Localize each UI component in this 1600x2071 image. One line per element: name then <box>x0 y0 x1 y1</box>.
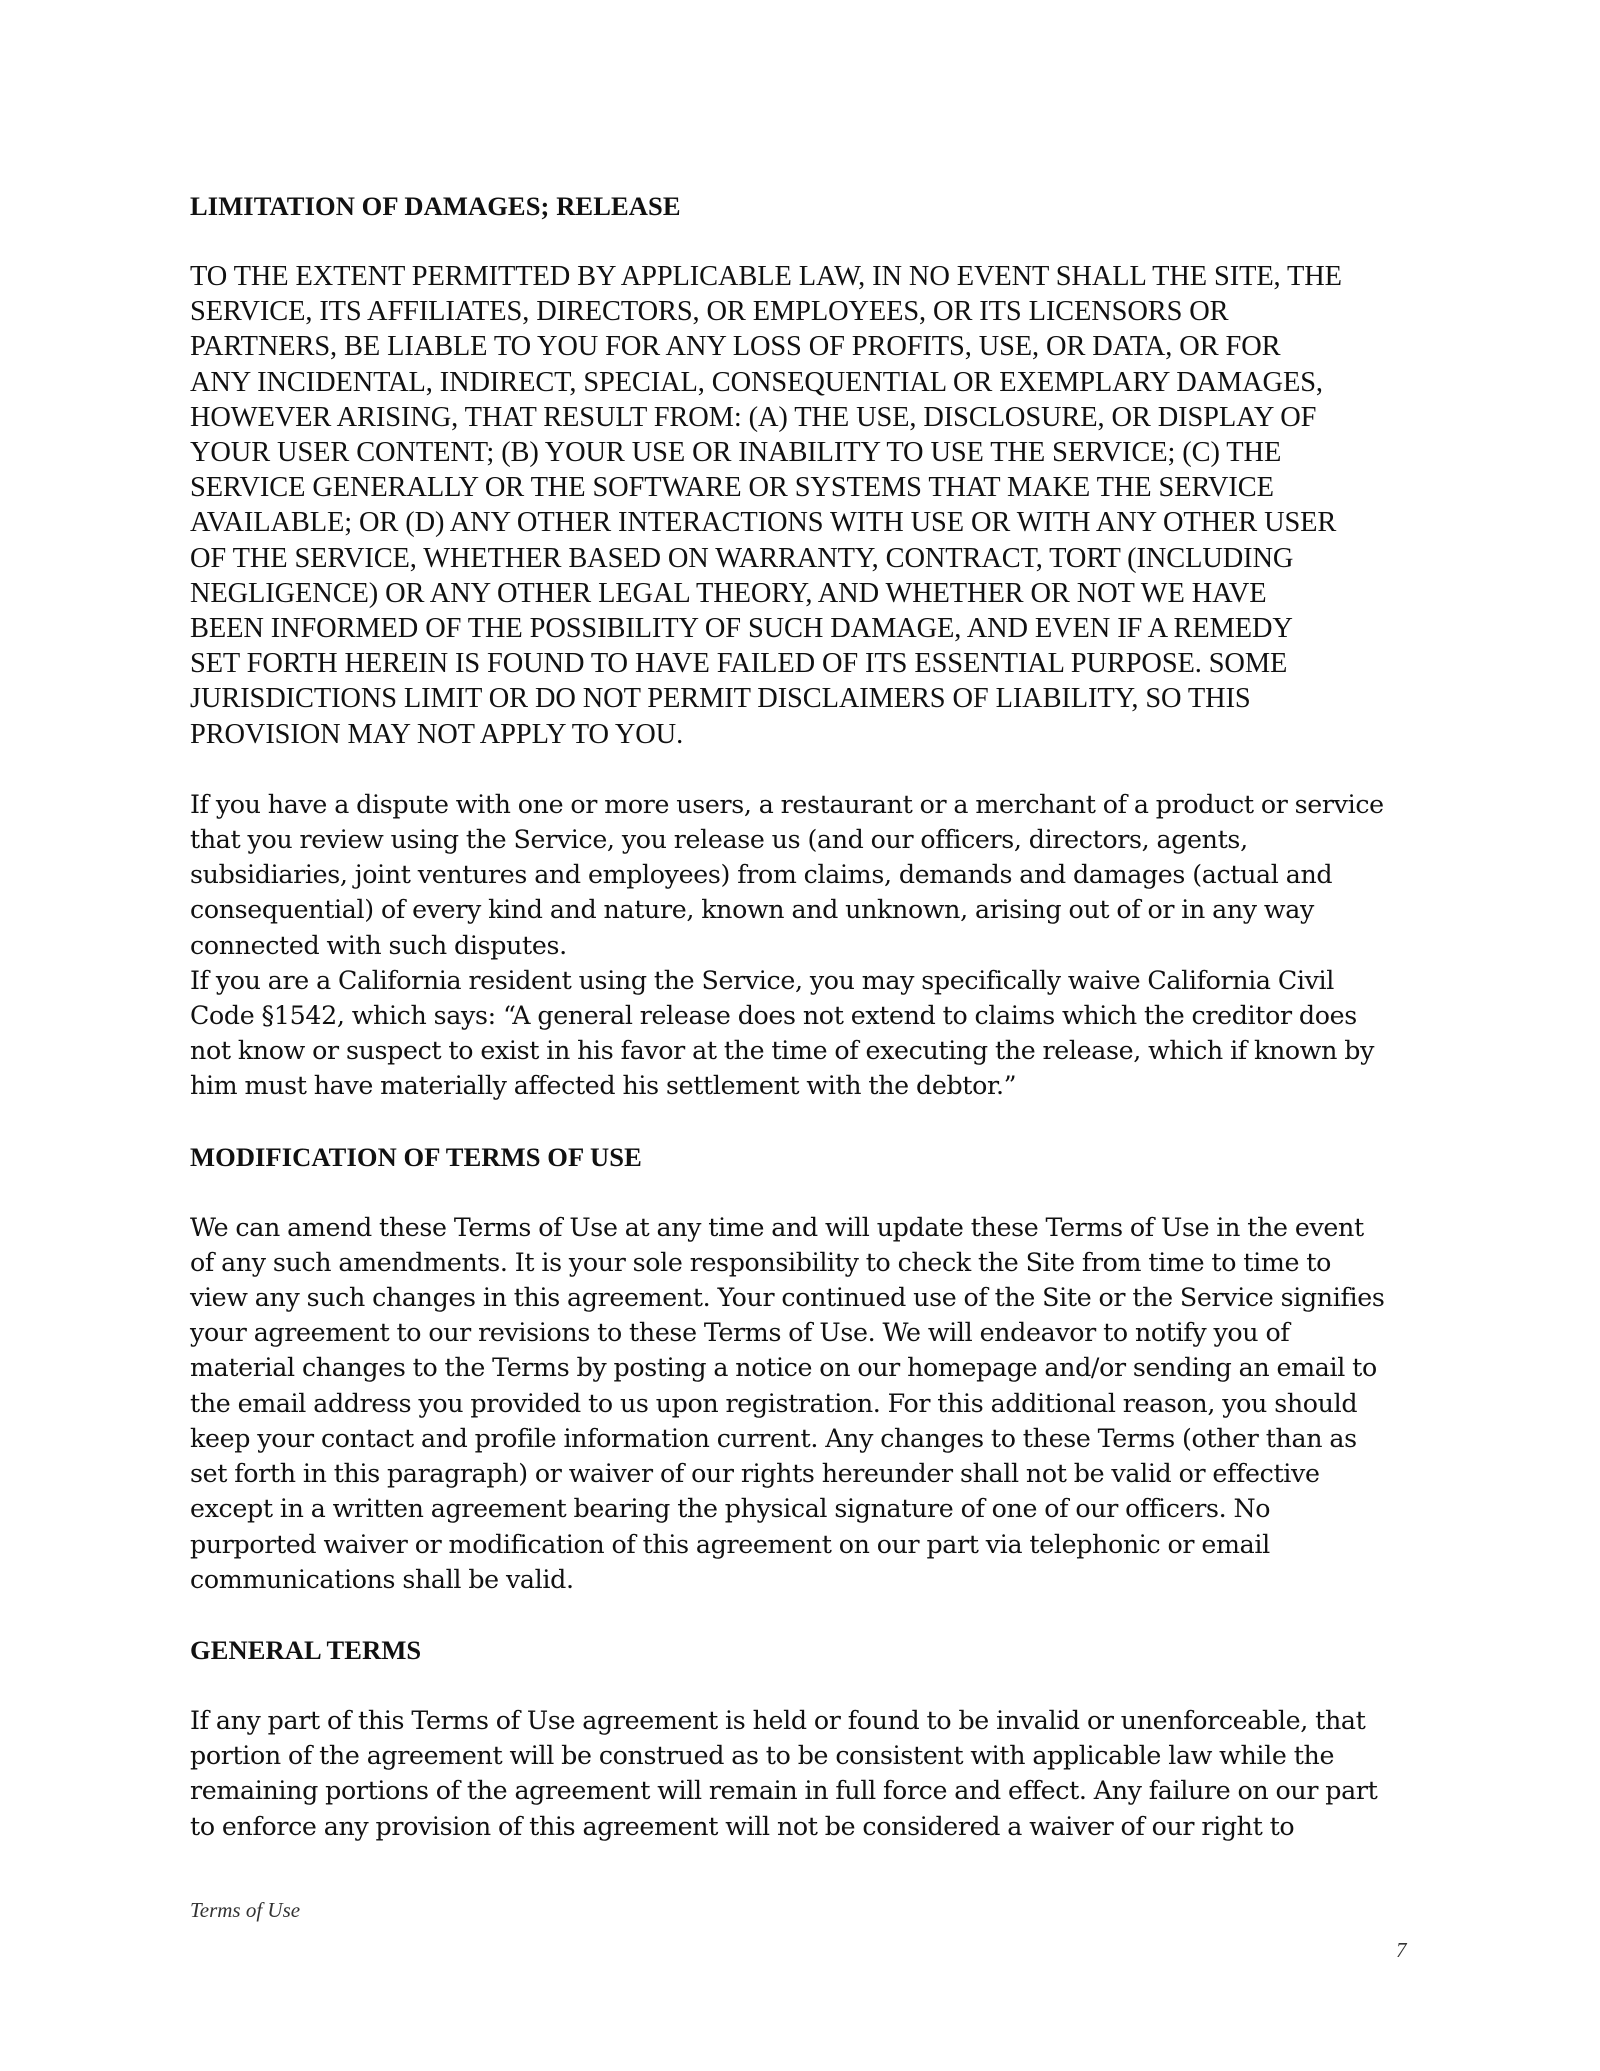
paragraph-line: PARTNERS, BE LIABLE TO YOU FOR ANY LOSS OF PROFITS, USE, OR DATA, OR FOR <box>190 331 1281 363</box>
section-heading-modification-of-terms: MODIFICATION OF TERMS OF USE <box>190 1141 642 1172</box>
release-paragraph <box>190 787 1422 963</box>
general-terms-paragraph <box>190 1703 1422 1844</box>
paragraph-line: that you review using the Service, you release us (and our officers, directors, agents, <box>190 825 1248 855</box>
limitation-caps-paragraph <box>190 259 1422 752</box>
page-number: 7 <box>1396 1938 1407 1962</box>
paragraph-line: AVAILABLE; OR (D) ANY OTHER INTERACTIONS WITH USE OR WITH ANY OTHER USER <box>190 507 1337 539</box>
paragraph-line: SERVICE GENERALLY OR THE SOFTWARE OR SYSTEMS THAT MAKE THE SERVICE <box>190 472 1274 504</box>
paragraph-line: NEGLIGENCE) OR ANY OTHER LEGAL THEORY, AND WHETHER OR NOT WE HAVE <box>190 577 1267 609</box>
paragraph-line: SET FORTH HEREIN IS FOUND TO HAVE FAILED OF ITS ESSENTIAL PURPOSE. SOME <box>190 648 1288 680</box>
paragraph-line: BEEN INFORMED OF THE POSSIBILITY OF SUCH DAMAGE, AND EVEN IF A REMEDY <box>190 613 1293 645</box>
paragraph-line: remaining portions of the agreement will remain in full force and effect. Any failure on our part <box>190 1776 1378 1806</box>
paragraph-line: subsidiaries, joint ventures and employees) from claims, demands and damages (actual and <box>190 860 1333 890</box>
paragraph-line: ANY INCIDENTAL, INDIRECT, SPECIAL, CONSEQUENTIAL OR EXEMPLARY DAMAGES, <box>190 366 1323 398</box>
paragraph-line: the email address you provided to us upon registration. For this additional reason, you should <box>190 1388 1358 1418</box>
paragraph-line: YOUR USER CONTENT; (B) YOUR USE OR INABILITY TO USE THE SERVICE; (C) THE <box>190 437 1282 469</box>
california-paragraph <box>190 963 1422 1104</box>
paragraph-line: to enforce any provision of this agreement will not be considered a waiver of our right to <box>190 1811 1295 1841</box>
section-heading-general-terms: GENERAL TERMS <box>190 1634 422 1665</box>
paragraph-line: OF THE SERVICE, WHETHER BASED ON WARRANTY, CONTRACT, TORT (INCLUDING <box>190 542 1294 574</box>
paragraph-line: consequential) of every kind and nature, known and unknown, arising out of or in any way <box>190 895 1314 925</box>
paragraph-line: of any such amendments. It is your sole responsibility to check the Site from time to time to <box>190 1247 1331 1277</box>
paragraph-line: view any such changes in this agreement. Your continued use of the Site or the Service signifies <box>190 1283 1385 1313</box>
paragraph-line: not know or suspect to exist in his favor at the time of executing the release, which if known by <box>190 1036 1375 1066</box>
document-page <box>190 188 1422 1844</box>
paragraph-line: set forth in this paragraph) or waiver of our rights hereunder shall not be valid or effective <box>190 1459 1320 1489</box>
paragraph-line: Code §1542, which says: “A general release does not extend to claims which the creditor does <box>190 1001 1357 1031</box>
paragraph-line: your agreement to our revisions to these Terms of Use. We will endeavor to notify you of <box>190 1318 1290 1348</box>
paragraph-line: TO THE EXTENT PERMITTED BY APPLICABLE LAW, IN NO EVENT SHALL THE SITE, THE <box>190 261 1342 292</box>
paragraph-line: purported waiver or modification of this agreement on our part via telephonic or email <box>190 1529 1270 1559</box>
paragraph-line: him must have materially affected his settlement with the debtor.” <box>190 1071 1017 1101</box>
paragraph-line: communications shall be valid. <box>190 1564 574 1594</box>
paragraph-line: connected with such disputes. <box>190 930 567 960</box>
paragraph-line: We can amend these Terms of Use at any time and will update these Terms of Use in the event <box>190 1212 1364 1242</box>
paragraph-line: material changes to the Terms by posting a notice on our homepage and/or sending an email to <box>190 1353 1377 1383</box>
paragraph-line: portion of the agreement will be construed as to be consistent with applicable law while the <box>190 1741 1335 1771</box>
footer-document-title: Terms of Use <box>190 1898 301 1922</box>
paragraph-line: JURISDICTIONS LIMIT OR DO NOT PERMIT DISCLAIMERS OF LIABILITY, SO THIS <box>190 683 1251 715</box>
paragraph-line: keep your contact and profile information current. Any changes to these Terms (other than as <box>190 1423 1357 1453</box>
paragraph-line: HOWEVER ARISING, THAT RESULT FROM: (A) THE USE, DISCLOSURE, OR DISPLAY OF <box>190 401 1317 433</box>
paragraph-line: If any part of this Terms of Use agreement is held or found to be invalid or unenforceable, that <box>190 1705 1366 1735</box>
paragraph-line: PROVISION MAY NOT APPLY TO YOU. <box>190 718 684 750</box>
paragraph-line: SERVICE, ITS AFFILIATES, DIRECTORS, OR EMPLOYEES, OR ITS LICENSORS OR <box>190 296 1229 328</box>
paragraph-line: If you have a dispute with one or more users, a restaurant or a merchant of a product or service <box>190 789 1384 819</box>
paragraph-line: If you are a California resident using the Service, you may specifically waive California Civil <box>190 965 1335 995</box>
section-heading-limitation-of-damages: LIMITATION OF DAMAGES; RELEASE <box>190 191 681 221</box>
paragraph-line: except in a written agreement bearing the physical signature of one of our officers. No <box>190 1494 1271 1524</box>
modification-paragraph <box>190 1210 1422 1597</box>
